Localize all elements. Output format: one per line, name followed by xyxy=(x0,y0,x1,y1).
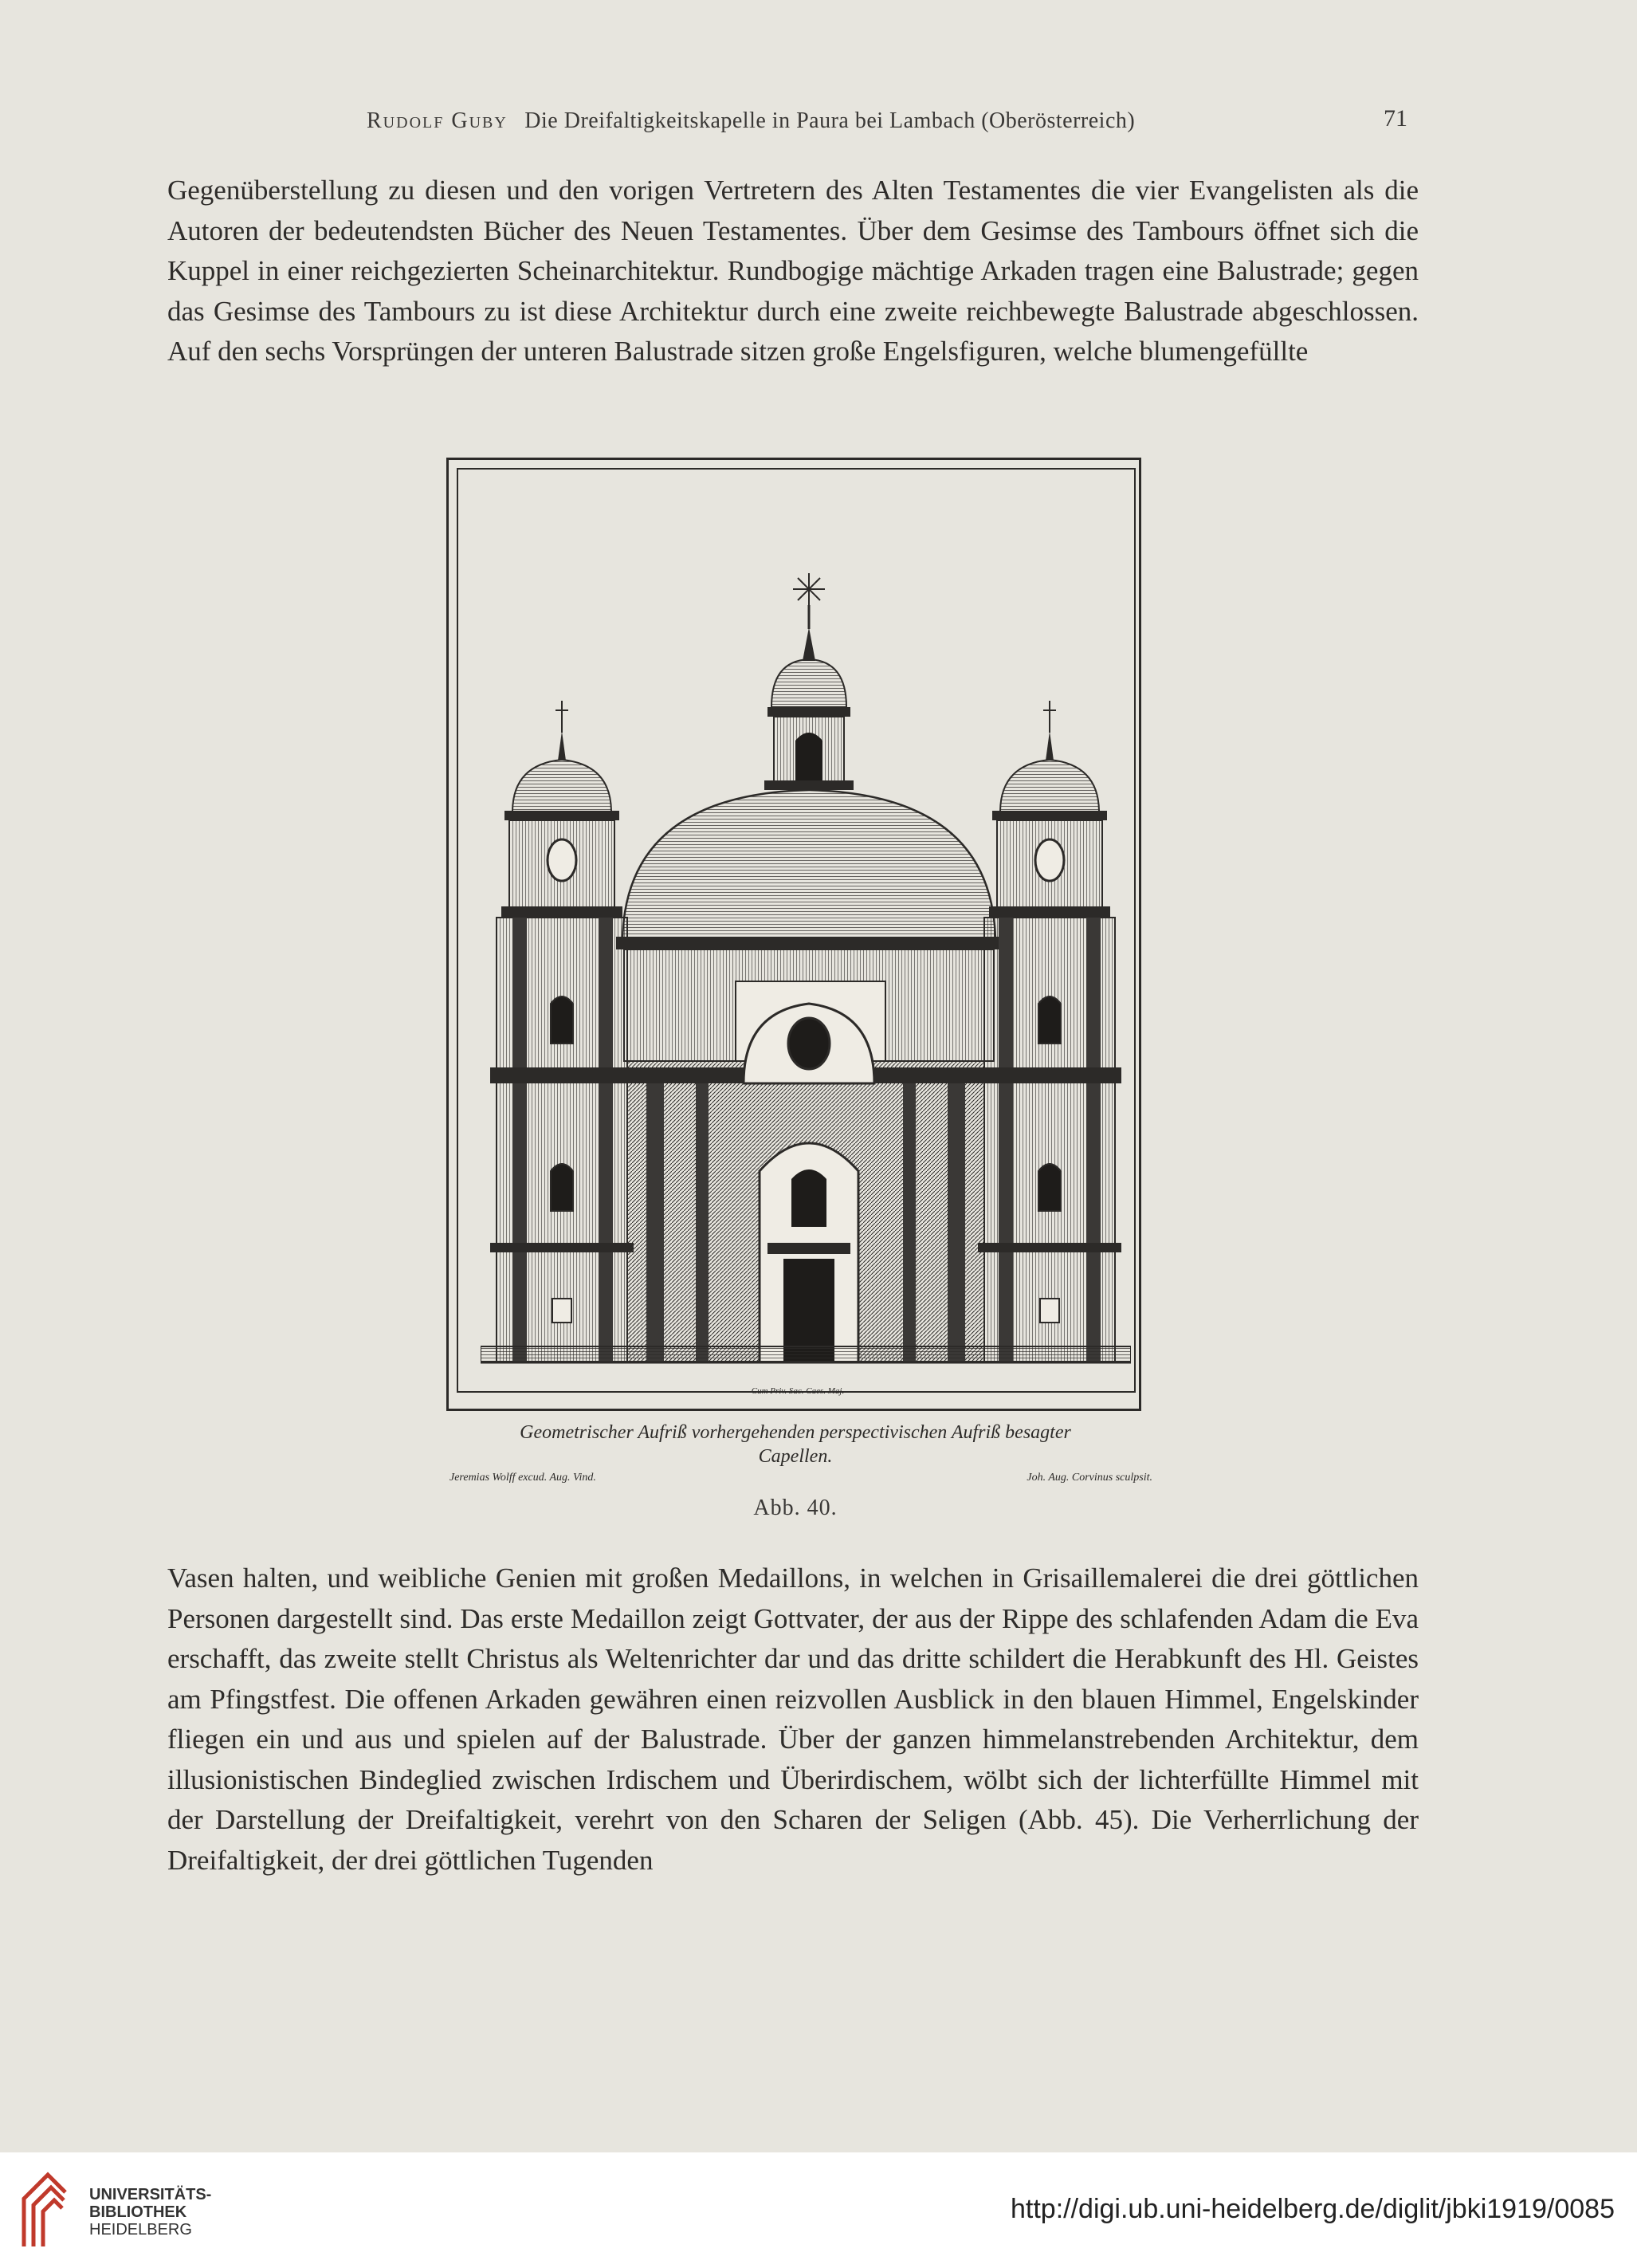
star-finial xyxy=(793,573,825,605)
library-name-line-2: BIBLIOTHEK xyxy=(89,2203,187,2221)
body-paragraph-top: Gegenüberstellung zu diesen und den vorigen Vertretern des Alten Testamentes die vier Evangelisten als die Autoren der bedeutendsten Bücher des Neuen Testamentes. Über dem Gesimse des Tambours öffnet sich die Kuppel in einer reichgezierten Scheinarchitektur. Rundbogige mächtige Arkaden tragen eine Balustrade; gegen das Gesimse des Tambours zu ist diese Architektur durch eine zweite reichbewegte Balustrade abgeschlossen. Auf den sechs Vorsprüngen der unteren Balustrade sitzen große Engelsfiguren, welche blumengefüllte xyxy=(167,175,1419,367)
running-head xyxy=(367,108,1403,134)
plate-inner-frame xyxy=(457,468,1136,1396)
engraving-credit-publisher: Jeremias Wolff excud. Aug. Vind. xyxy=(449,1472,596,1484)
library-name-line-1: UNIVERSITÄTS- xyxy=(89,2186,212,2203)
running-head-author: Rudolf Guby xyxy=(367,108,508,133)
source-url-link[interactable]: http://digi.ub.uni-heidelberg.de/diglit/jbki1919/0085 xyxy=(1011,2194,1615,2224)
plate-outer-frame xyxy=(446,458,1141,1411)
figure-caption-line-1: Geometrischer Aufriß vorhergehenden perspectivischen Aufriß besagter xyxy=(520,1422,1071,1443)
library-name xyxy=(89,2186,211,2239)
plate-dedication: Cum Priv. Sac. Caes. Maj. xyxy=(751,1386,845,1396)
engraving-credit-engraver: Joh. Aug. Corvinus sculpsit. xyxy=(1027,1472,1152,1484)
footer-bar xyxy=(0,2152,1637,2268)
body-paragraph-bottom: Vasen halten, und weibliche Genien mit großen Medaillons, in welchen in Grisaillemalerei die drei göttlichen Personen dargestellt sind. Das erste Medaillon zeigt Gottvater, der aus der Rippe des schlafenden Adam die Eva erschafft, das zweite stellt Christus als Weltenrichter dar und das dritte schildert die Herabkunft des Hl. Geistes am Pfingstfest. Die offenen Arkaden gewähren einen reizvollen Ausblick in den blauen Himmel, Engelskinder fliegen ein und aus und spielen auf der Balustrade. Über der ganzen himmelanstrebenden Architektur, dem illusionistischen Bindeglied zwischen Irdischem und Überirdischem, wölbt sich der lichterfüllte Himmel mit der Darstellung der Dreifaltigkeit, verehrt von den Scharen der Seligen (Abb. 45). Die Verherrlichung der Dreifaltigkeit, der drei göttlichen Tugenden xyxy=(167,1562,1419,1876)
page-number: 71 xyxy=(1384,105,1407,132)
figure-label: Abb. 40. xyxy=(753,1496,838,1520)
figure-caption-line-2: Capellen. xyxy=(758,1446,833,1467)
figure-abb-40 xyxy=(446,458,1152,1520)
chapel-elevation-engraving xyxy=(481,493,1131,1370)
library-name-line-3: HEIDELBERG xyxy=(89,2221,192,2239)
figure-caption xyxy=(446,1421,1144,1468)
running-head-title: Die Dreifaltigkeitskapelle in Paura bei Lambach (Oberösterreich) xyxy=(524,108,1136,133)
library-logo-icon xyxy=(16,2167,73,2253)
